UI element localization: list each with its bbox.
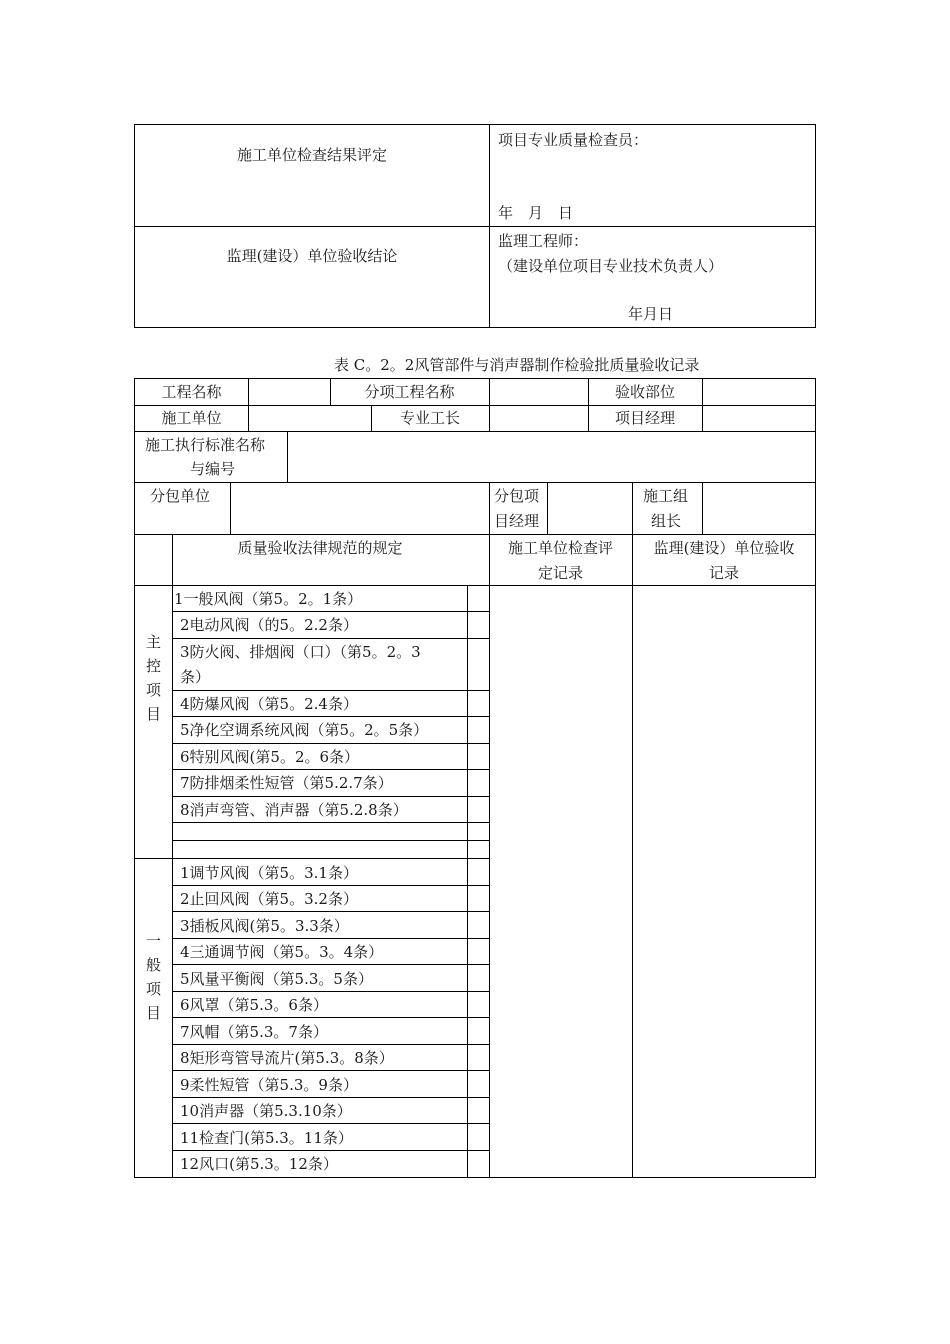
general-group-char: 一 — [145, 932, 161, 950]
supervision-date: 年月日 — [628, 305, 674, 323]
general-item-8: 8矩形弯管导流片(第5.3。8条） — [180, 1049, 394, 1067]
team-leader-label-line1: 施工组 — [643, 487, 689, 505]
supervision-header-line2: 记录 — [708, 564, 739, 582]
general-item-6: 6风罩（第5.3。6条） — [180, 996, 328, 1014]
group-divider — [135, 858, 489, 859]
check-header-line2: 定记录 — [537, 564, 583, 582]
item-row-divider — [173, 1070, 489, 1071]
acceptance-part-label: 验收部位 — [614, 383, 675, 401]
form-title: 表 C。2。2风管部件与消声器制作检验批质量验收记录 — [334, 356, 700, 374]
construction-unit-label: 施工单位 — [161, 409, 222, 427]
main-item-6: 6特别风阀(第5。2。6条） — [180, 748, 360, 766]
column-divider — [287, 431, 288, 482]
inspection-result-label: 施工单位检查结果评定 — [236, 146, 387, 164]
item-row-divider — [173, 1044, 489, 1045]
column-divider — [489, 125, 490, 327]
item-row-divider — [173, 885, 489, 886]
main-item-1: 1一般风阀（第5。2。1条） — [174, 590, 363, 608]
supervision-column-divider — [632, 534, 633, 1177]
mark-column-divider — [467, 585, 468, 1177]
main-item-3: 3防火阀、排烟阀（口）（第5。2。3 — [180, 643, 421, 661]
general-group-char: 目 — [145, 1004, 161, 1022]
standard-label-line1: 施工执行标准名称 — [145, 436, 266, 454]
general-item-11: 11检查门(第5.3。11条） — [180, 1129, 353, 1147]
inspector-date: 年 月 日 — [498, 204, 574, 222]
check-header-line1: 施工单位检查评 — [507, 539, 613, 557]
row-divider — [135, 431, 815, 432]
item-row-divider — [173, 743, 489, 744]
general-item-3: 3插板风阀(第5。3.3条） — [180, 917, 349, 935]
main-item-3-continued: 条） — [180, 668, 211, 686]
general-group-char: 项 — [145, 980, 161, 998]
team-leader-label-line2: 组长 — [651, 512, 682, 530]
project-manager-label: 项目经理 — [614, 409, 675, 427]
item-row-divider — [173, 938, 489, 939]
item-row-divider — [173, 1017, 489, 1018]
supervision-conclusion-label: 监理(建设）单位验收结论 — [226, 247, 398, 265]
column-divider — [702, 379, 703, 431]
item-row-divider — [173, 1150, 489, 1151]
item-row-divider — [173, 964, 489, 965]
column-divider — [702, 482, 703, 534]
main-control-group-char: 项 — [145, 681, 161, 699]
main-item-8: 8消声弯管、消声器（第5.2.8条） — [180, 801, 408, 819]
row-divider — [135, 534, 815, 535]
row-divider — [135, 585, 815, 586]
general-group-char: 般 — [145, 956, 161, 974]
item-row-divider — [173, 822, 489, 823]
group-column-divider — [172, 534, 173, 1177]
supervision-header-line1: 监理(建设）单位验收 — [653, 539, 795, 557]
column-divider — [547, 482, 548, 534]
item-row-divider — [173, 611, 489, 612]
column-divider — [489, 482, 490, 534]
main-control-group-char: 控 — [145, 657, 161, 675]
general-item-7: 7风帽（第5.3。7条） — [180, 1023, 328, 1041]
supervision-engineer-label: 监理工程师： — [498, 232, 589, 250]
item-row-divider — [173, 796, 489, 797]
column-divider — [489, 379, 490, 431]
sub-pm-label-line1: 分包项 — [494, 487, 540, 505]
item-row-divider — [173, 638, 489, 639]
main-control-group-char: 目 — [145, 705, 161, 723]
column-divider — [632, 482, 633, 534]
general-item-9: 9柔性短管（第5.3。9条） — [180, 1076, 358, 1094]
item-row-divider — [173, 769, 489, 770]
item-row-divider — [173, 911, 489, 912]
general-item-10: 10消声器（第5.3.10条） — [180, 1102, 352, 1120]
general-item-12: 12风口(第5.3。12条） — [180, 1155, 338, 1173]
owner-technical-lead-label: （建设单位项目专业技术负责人） — [498, 257, 724, 275]
main-control-group-char: 主 — [145, 633, 161, 651]
item-row-divider — [173, 716, 489, 717]
foreman-label: 专业工长 — [399, 409, 460, 427]
general-item-2: 2止回风阀（第5。3.2条） — [180, 890, 358, 908]
subcontractor-label: 分包单位 — [150, 487, 211, 505]
sub-pm-label-line2: 目经理 — [494, 512, 540, 530]
general-item-1: 1调节风阀（第5。3.1条） — [180, 864, 358, 882]
row-divider — [135, 482, 815, 483]
main-item-4: 4防爆风阀（第5。2.4条） — [180, 695, 358, 713]
main-item-7: 7防排烟柔性短管（第5.2.7条） — [180, 774, 393, 792]
main-item-5: 5净化空调系统风阀（第5。2。5条） — [180, 721, 429, 739]
main-item-2: 2电动风阀（的5。2.2条） — [180, 616, 358, 634]
inspector-label: 项目专业质量检查员： — [498, 131, 649, 149]
item-row-divider — [173, 1097, 489, 1098]
regulation-header: 质量验收法律规范的规定 — [237, 539, 403, 557]
column-divider — [248, 379, 249, 431]
project-name-label: 工程名称 — [161, 383, 222, 401]
row-divider — [135, 226, 815, 227]
standard-label-line2: 与编号 — [190, 460, 236, 478]
item-row-divider — [173, 1123, 489, 1124]
sub-project-name-label: 分项工程名称 — [364, 383, 455, 401]
column-divider — [230, 482, 231, 534]
check-column-divider — [489, 534, 490, 1177]
item-row-divider — [173, 991, 489, 992]
general-item-4: 4三通调节阀（第5。3。4条） — [180, 943, 384, 961]
general-item-5: 5风量平衡阀（第5.3。5条） — [180, 970, 373, 988]
item-row-divider — [173, 690, 489, 691]
item-row-divider — [173, 840, 489, 841]
